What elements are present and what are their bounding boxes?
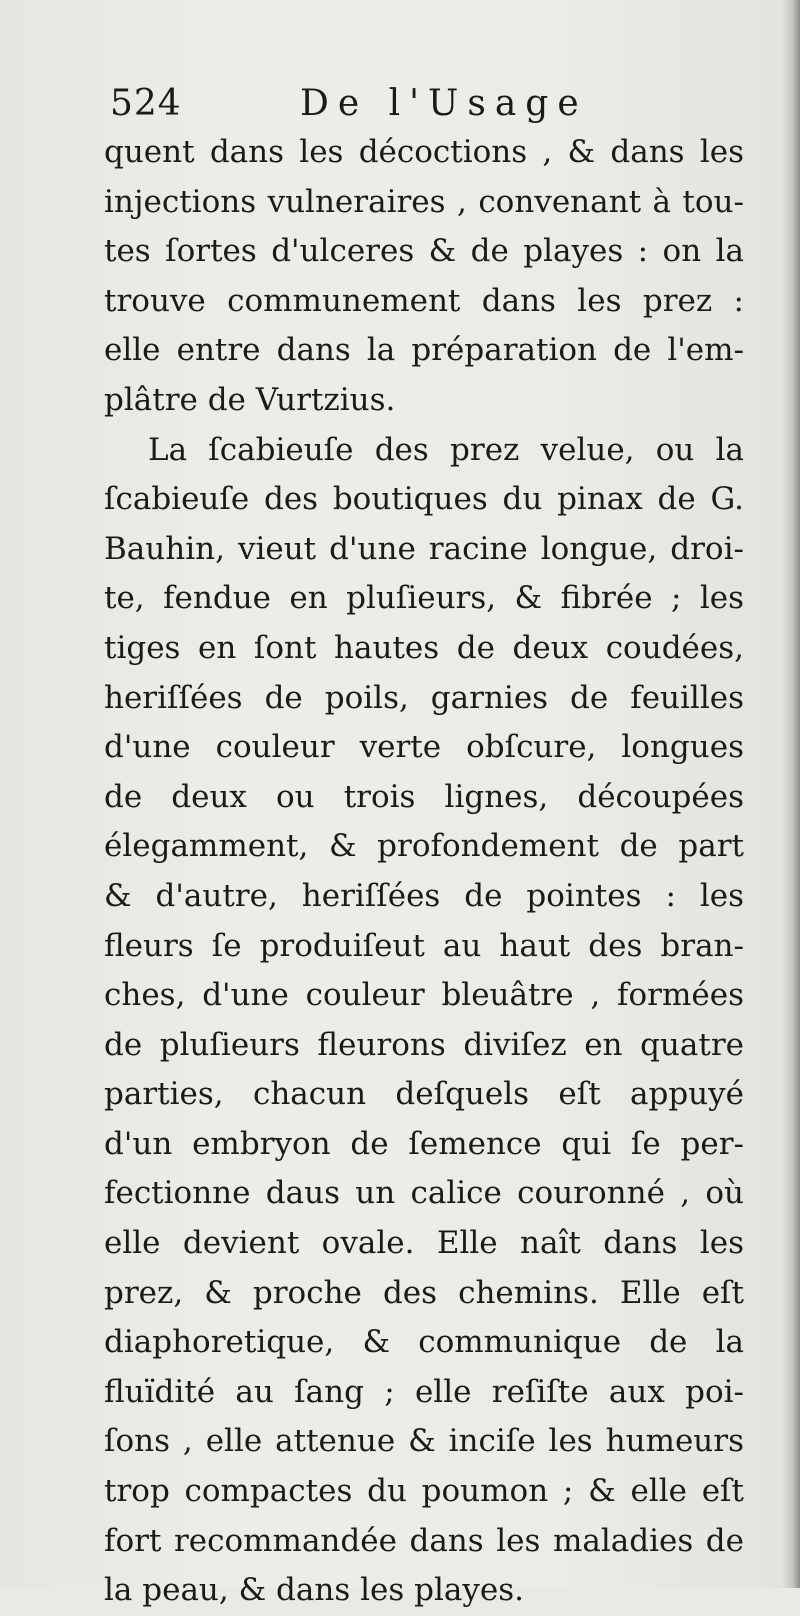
text-line: de deux ou trois lignes, découpées xyxy=(104,778,744,815)
text-line: elle entre dans la préparation de l'em- xyxy=(104,332,744,369)
text-line: plâtre de Vurtzius. xyxy=(104,381,396,418)
text-line: trouve communement dans les prez : xyxy=(104,282,744,319)
running-title: De l'Usage xyxy=(300,83,588,124)
text-line: fort recommandée dans les maladies de xyxy=(104,1522,744,1559)
text-line: trop compactes du poumon ; & elle eſt xyxy=(104,1473,744,1510)
text-line: te, fendue en pluſieurs, & fibrée ; les xyxy=(104,580,744,617)
text-line: de pluſieurs fleurons diviſez en quatre xyxy=(104,1026,744,1063)
text-line: fectionne daus un calice couronné , où xyxy=(104,1175,744,1212)
text-line: ches, d'une couleur bleuâtre , formées xyxy=(104,977,744,1014)
text-line: fleurs ſe produiſeut au haut des bran- xyxy=(104,927,744,964)
text-line: élegamment, & profondement de part xyxy=(104,828,744,865)
text-line: Bauhin, vieut d'une racine longue, droi- xyxy=(104,530,744,567)
text-line: prez, & proche des chemins. Elle eſt xyxy=(104,1274,744,1311)
text-line: fluïdité au ſang ; elle reſiſte aux poi- xyxy=(104,1373,744,1410)
text-line: d'un embryon de ſemence qui ſe per- xyxy=(104,1125,744,1162)
text-line: d'une couleur verte obſcure, longues xyxy=(104,729,744,766)
text-line: heriſſées de poils, garnies de feuilles xyxy=(104,679,744,716)
text-line: diaphoretique, & communique de la xyxy=(104,1324,744,1361)
text-line: injections vulneraires , convenant à tou- xyxy=(104,183,744,220)
text-line: parties, chacun deſquels eſt appuyé xyxy=(104,1076,744,1113)
text-line: & d'autre, heriſſées de pointes : les xyxy=(104,877,744,914)
page-edge-shadow xyxy=(782,0,800,1588)
text-line: la peau, & dans les playes. xyxy=(104,1572,524,1609)
text-line: ſons , elle attenue & inciſe les humeurs xyxy=(104,1423,744,1460)
text-line: elle devient ovale. Elle naît dans les xyxy=(104,1225,744,1262)
page-header xyxy=(110,78,750,130)
text-line: quent dans les décoctions , & dans les xyxy=(104,134,744,170)
text-line: tes ſortes d'ulceres & de playes : on la xyxy=(104,233,744,270)
page-number: 524 xyxy=(110,83,182,124)
text-line: tiges en ſont hautes de deux coudées, xyxy=(104,629,744,666)
text-line: ſcabieuſe des boutiques du pinax de G. xyxy=(104,481,744,518)
body-text xyxy=(104,128,744,1616)
paragraph-start-line: La ſcabieuſe des prez velue, ou la xyxy=(148,431,744,468)
